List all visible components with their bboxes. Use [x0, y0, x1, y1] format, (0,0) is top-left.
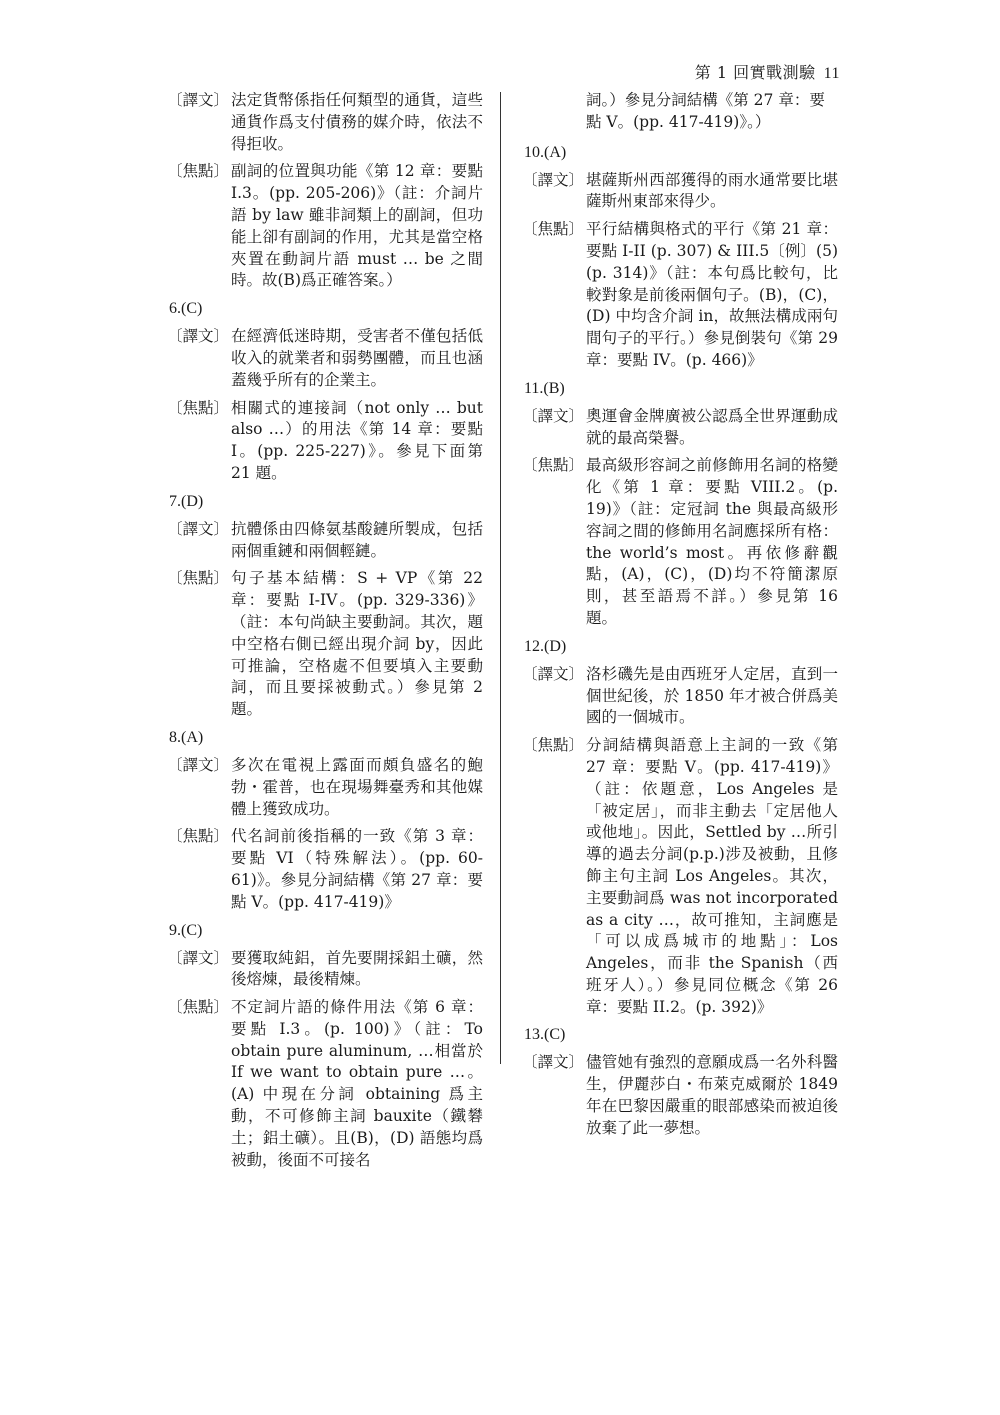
entry-label: 〔焦點〕	[167, 162, 230, 181]
continued-text: 詞。）參見分詞結構《第 27 章：要點 V。(pp. 417-419)》。）	[586, 91, 825, 131]
entry-label: 〔譯文〕	[167, 755, 230, 774]
entry-text: 堪薩斯州西部獲得的雨水通常要比堪薩斯州東部來得少。	[586, 170, 838, 211]
entry-text: 多次在電視上露面而頗負盛名的鮑勃・霍普，也在現場舞臺秀和其他媒體上獲致成功。	[231, 755, 483, 818]
entry-label: 〔焦點〕	[522, 736, 585, 755]
translation-entry	[522, 664, 838, 729]
entry-label: 〔譯文〕	[522, 1053, 585, 1072]
question-answer-number: 12.(D)	[524, 637, 567, 655]
page-number: 11	[823, 65, 840, 82]
entry-label: 〔焦點〕	[167, 998, 230, 1017]
question-answer-number: 11.(B)	[524, 379, 565, 397]
entry-text: 在經濟低迷時期，受害者不僅包括低收入的就業者和弱勢團體，而且也涵蓋幾乎所有的企業主。	[231, 327, 483, 389]
entry-text: 洛杉磯先是由西班牙人定居，直到一個世紀後，於 1850 年才被合併爲美國的一個城市。	[586, 664, 838, 727]
focus-entry	[167, 161, 483, 292]
translation-entry	[167, 755, 483, 820]
left-column	[167, 90, 483, 1177]
translation-entry	[167, 326, 483, 391]
translation-entry	[522, 1052, 838, 1139]
focus-entry	[522, 219, 838, 372]
entry-text: 奧運會金牌廣被公認爲全世界運動成就的最高榮譽。	[586, 406, 838, 447]
entry-label: 〔焦點〕	[522, 220, 585, 239]
question-answer-number: 6.(C)	[169, 300, 203, 318]
entry-label: 〔焦點〕	[167, 569, 230, 588]
focus-entry	[167, 568, 483, 721]
focus-entry	[167, 826, 483, 913]
entry-text: 代名詞前後指稱的一致《第 3 章：要點 VI（特殊解法）。(pp. 60-61)》。參見分詞結構《第 27 章：要點 V。(pp. 417-419)》	[231, 827, 483, 911]
entry-text: 不定詞片語的條件用法《第 6 章：要點 I.3。(p. 100)》（註：To obtain pure aluminum, …相當於 If we want to obtain pure …。(A) 中現在分詞 obtaining 爲主動，不可修飾主詞 bauxite（鐵礬土；鋁土礦）。且(B)，(D) 語態均爲被動，後面不可接名	[231, 998, 483, 1169]
translation-entry	[522, 170, 838, 214]
focus-entry	[522, 735, 838, 1018]
column-divider	[500, 92, 501, 1064]
entry-label: 〔譯文〕	[167, 948, 230, 967]
question-answer-number: 7.(D)	[169, 492, 204, 510]
entry-label: 〔譯文〕	[522, 406, 585, 425]
entry-text: 最高級形容詞之前修飾用名詞的格變化《第 1 章：要點 VIII.2。(p. 19)》（註：定冠詞 the 與最高級形容詞之間的修飾用名詞應採所有格：the world’s most。再依修辭觀點，(A)，(C)，(D)均不符簡潔原則，甚至語焉不詳。）參見第 16 題。	[586, 456, 838, 627]
entry-text: 平行結構與格式的平行《第 21 章：要點 I-II (p. 307) & III.5〔例〕(5) (p. 314)》（註：本句爲比較句，比較對象是前後兩個句子。(B)，(C)，(D) 中均含介詞 in，故無法構成兩句間句子的平行。）參見倒裝句《第 29 章：要點 IV。(p. 466)》	[586, 220, 838, 369]
right-column	[522, 90, 838, 1146]
translation-entry	[167, 90, 483, 155]
entry-label: 〔焦點〕	[167, 398, 230, 417]
entry-label: 〔譯文〕	[167, 91, 230, 109]
question-answer-number: 9.(C)	[169, 921, 203, 939]
translation-entry	[522, 406, 838, 450]
entry-label: 〔譯文〕	[167, 519, 230, 538]
entry-text: 相關式的連接詞（not only … but also …）的用法《第 14 章：要點 I。(pp. 225-227)》。參見下面第 21 題。	[231, 398, 483, 482]
entry-label: 〔焦點〕	[167, 827, 230, 846]
question-answer-number: 13.(C)	[524, 1026, 566, 1044]
page-header	[695, 60, 840, 83]
focus-entry	[167, 398, 483, 485]
translation-entry	[167, 948, 483, 992]
focus-entry	[167, 997, 483, 1171]
entry-label: 〔譯文〕	[522, 664, 585, 683]
entry-text: 分詞結構與語意上主詞的一致《第 27 章：要點 V。(pp. 417-419)》（註：依題意，Los Angeles 是「被定居」，而非主動去「定居他人或他地」。因此，Settled by …所引導的過去分詞(p.p.)涉及被動，且修飾主句主詞 Los Angeles。其次，主要動詞爲 was not incorporated as a city …，故可推知，主詞應是「可以成爲城市的地點」：Los Angeles，而非 the Spanish（西班牙人）。）參見同位概念《第 26 章：要點 II.2。(p. 392)》	[586, 736, 838, 1016]
running-title: 第 1 回實戰測驗	[694, 63, 816, 82]
focus-entry	[522, 455, 838, 629]
entry-label: 〔譯文〕	[522, 170, 585, 189]
entry-label: 〔譯文〕	[167, 327, 230, 346]
entry-label: 〔焦點〕	[522, 456, 585, 475]
question-answer-number: 8.(A)	[169, 728, 204, 746]
translation-entry	[167, 519, 483, 563]
entry-text: 抗體係由四條氨基酸鏈所製成，包括兩個重鏈和兩個輕鏈。	[231, 519, 483, 560]
question-answer-number: 10.(A)	[524, 143, 567, 161]
entry-text: 儘管她有強烈的意願成爲一名外科醫生，伊麗莎白・布萊克威爾於 1849 年在巴黎因嚴重的眼部感染而被迫後放棄了此一夢想。	[586, 1053, 838, 1137]
entry-text: 法定貨幣係指任何類型的通貨，這些通貨作爲支付債務的媒介時，依法不得拒收。	[231, 91, 483, 153]
entry-text: 副詞的位置與功能《第 12 章：要點 I.3。(pp. 205-206)》（註：介詞片語 by law 雖非詞類上的副詞，但功能上卻有副詞的作用，尤其是當空格夾置在動詞片語 must … be 之間時。故(B)爲正確答案。）	[231, 162, 483, 290]
entry-text: 句子基本結構：S + VP《第 22 章：要點 I-IV。(pp. 329-336)》（註：本句尚缺主要動詞。其次，題中空格右側已經出現介詞 by，因此可推論，空格處不但要填入主要動詞，而且要採被動式。）參見第 2 題。	[231, 569, 483, 719]
entry-text: 要獲取純鋁，首先要開採鋁土礦，然後熔煉，最後精煉。	[231, 948, 483, 989]
